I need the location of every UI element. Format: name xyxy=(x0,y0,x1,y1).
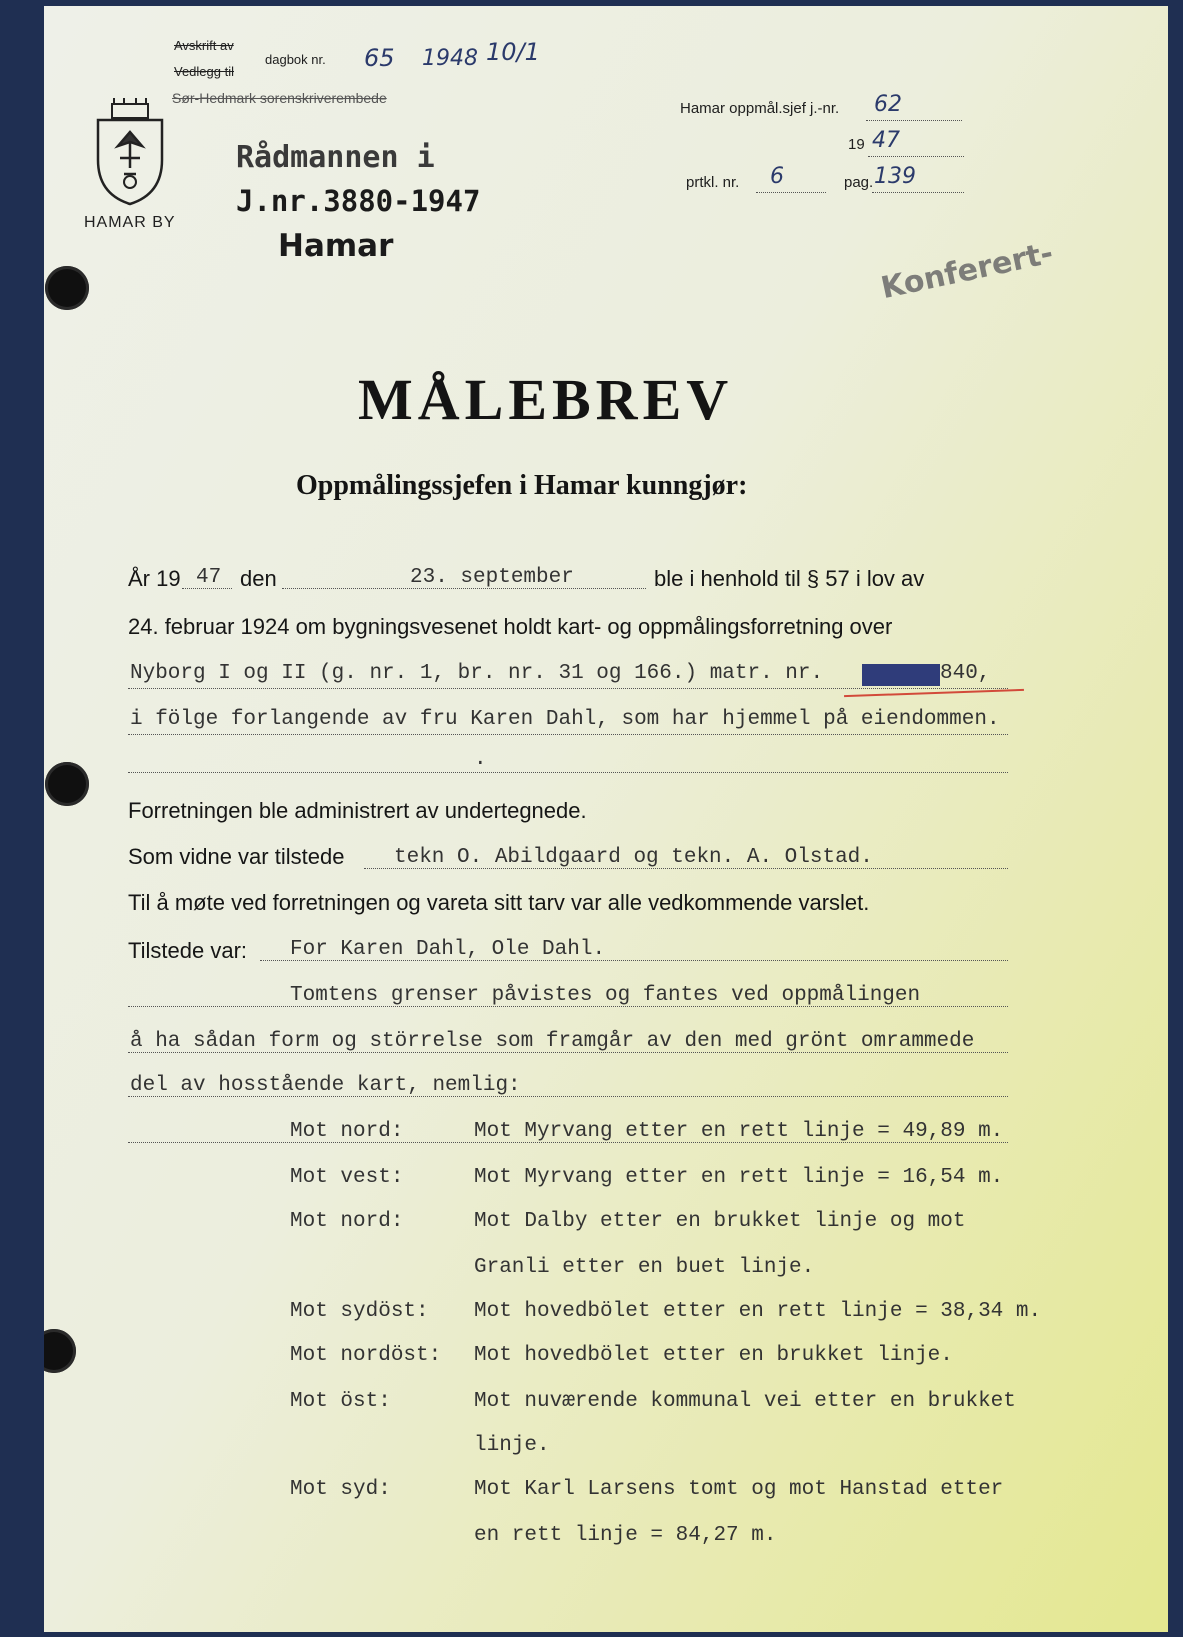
vidne-label: Som vidne var tilstede xyxy=(128,844,345,869)
jnr-value: 62 xyxy=(874,92,902,117)
boundary-desc: Mot Karl Larsens tomt og mot Hanstad etter xyxy=(474,1478,1004,1501)
pag-label: pag. xyxy=(844,174,874,191)
punch-hole-top xyxy=(45,266,89,310)
stamp-line3: Hamar xyxy=(278,228,394,264)
punch-hole-bottom xyxy=(44,1329,76,1373)
varslet-text: Til å møte ved forretningen og vareta sitt tarv var alle vedkommende varslet. xyxy=(128,890,870,915)
p1-date: 23. september xyxy=(410,566,574,589)
stamp-line1: Rådmannen i xyxy=(236,140,435,175)
boundary-desc: linje. xyxy=(474,1434,550,1457)
p1-ar: År 19 xyxy=(128,566,181,591)
document-page xyxy=(44,6,1168,1632)
p4-text: i fölge forlangende av fru Karen Dahl, som har hjemmel på eiendommen. xyxy=(130,708,1000,731)
boundary-desc: Granli etter en buet linje. xyxy=(474,1256,815,1279)
dagbok-number: 65 xyxy=(364,44,395,72)
redacted-block xyxy=(862,664,940,686)
year-prefix: 19 xyxy=(848,136,865,153)
coat-of-arms-icon xyxy=(92,98,168,210)
prtkl-label: prtkl. nr. xyxy=(686,174,740,191)
p2-text: 24. februar 1924 om bygningsvesenet holdt kart- og oppmålingsforretning over xyxy=(128,614,893,639)
boundary-desc: Mot Myrvang etter en rett linje = 16,54 m. xyxy=(474,1166,1004,1189)
sorenskriver-line: Sør-Hedmark sorenskriverembede xyxy=(172,90,387,106)
boundary-desc: Mot Myrvang etter en rett linje = 49,89 m. xyxy=(474,1120,1004,1143)
prtkl-value: 6 xyxy=(770,164,784,189)
punch-hole-middle xyxy=(45,762,89,806)
year-value: 47 xyxy=(872,128,900,153)
konferert-stamp: Konferert- xyxy=(878,235,1057,307)
admin-text: Forretningen ble administrert av undertegnede. xyxy=(128,798,587,823)
jnr-label: Hamar oppmål.sjef j.-nr. xyxy=(680,100,840,117)
boundary-dir: Mot sydöst: xyxy=(290,1300,429,1323)
dagbok-label: dagbok nr. xyxy=(265,52,326,67)
boundary-desc: Mot Dalby etter en brukket linje og mot xyxy=(474,1210,966,1233)
vidne-value: tekn O. Abildgaard og tekn. A. Olstad. xyxy=(394,846,873,869)
p3-matr: 840, xyxy=(940,662,991,685)
grenser-line3: del av hosstående kart, nemlig: xyxy=(130,1074,521,1097)
document-subtitle: Oppmålingssjefen i Hamar kunngjør: xyxy=(296,470,748,501)
avskrift-strike: Avskrift av xyxy=(174,38,234,53)
boundary-dir: Mot nord: xyxy=(290,1120,404,1143)
p1-den: den xyxy=(240,566,277,591)
boundary-dir: Mot vest: xyxy=(290,1166,404,1189)
tilstede-value: For Karen Dahl, Ole Dahl. xyxy=(290,938,606,961)
boundary-desc: Mot hovedbölet etter en rett linje = 38,34 m. xyxy=(474,1300,1042,1323)
boundary-desc: Mot hovedbölet etter en brukket linje. xyxy=(474,1344,953,1367)
grenser-line2: å ha sådan form og störrelse som framgår av den med grönt omrammede xyxy=(130,1030,975,1053)
boundary-dir: Mot nordöst: xyxy=(290,1344,442,1367)
boundary-dir: Mot syd: xyxy=(290,1478,391,1501)
boundary-desc: en rett linje = 84,27 m. xyxy=(474,1524,777,1547)
p3-text: Nyborg I og II (g. nr. 1, br. nr. 31 og 166.) matr. nr. xyxy=(130,662,824,685)
boundary-dir: Mot nord: xyxy=(290,1210,404,1233)
p1-rest: ble i henhold til § 57 i lov av xyxy=(654,566,925,591)
stamp-journal-number: J.nr.3880-1947 xyxy=(236,184,481,218)
coat-caption: HAMAR BY xyxy=(84,214,176,231)
document-title: MÅLEBREV xyxy=(358,367,734,432)
p1-year: 47 xyxy=(196,566,222,589)
boundary-dir: Mot öst: xyxy=(290,1390,391,1413)
vedlegg-strike: Vedlegg til xyxy=(174,64,234,79)
grenser-line1: Tomtens grenser påvistes og fantes ved oppmålingen xyxy=(290,984,921,1007)
pag-value: 139 xyxy=(874,164,916,189)
boundary-desc: Mot nuværende kommunal vei etter en brukket xyxy=(474,1390,1016,1413)
dagbok-date: 10/1 xyxy=(486,38,540,66)
tilstede-label: Tilstede var: xyxy=(128,938,248,963)
dagbok-year: 1948 xyxy=(422,46,478,71)
p5-dot: . xyxy=(474,748,487,771)
